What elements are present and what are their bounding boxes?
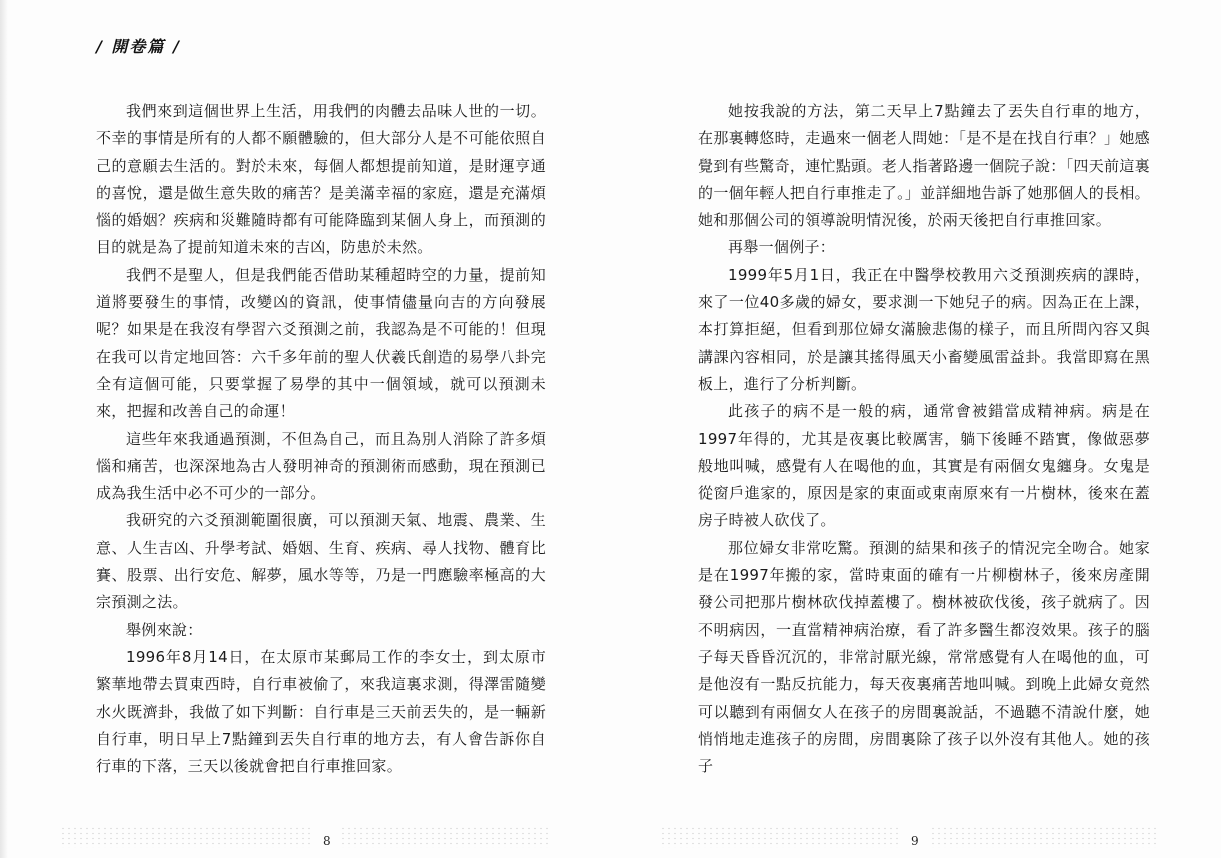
paragraph: 那位婦女非常吃驚。預測的結果和孩子的情況完全吻合。她家是在1997年搬的家，當時東面的確有一片柳樹林子，後來房產開發公司把那片樹林砍伐掉蓋樓了。樹林被砍伐後，孩子就病了。因不明病因，一直當精神病治療，看了許多醫生都沒效果。孩子的腦子每天昏昏沉沉的，非常討厭光線，常常感覺有人在喝他的血，可是他沒有一點反抗能力，每天夜裏痛苦地叫喊。到晚上此婦女竟然可以聽到有兩個女人在孩子的房間裏說話，不過聽不清說什麼，她悄悄地走進孩子的房間，房間裏除了孩子以外沒有其他人。她的孩子 [698,538,1150,776]
paragraph: 我研究的六爻預測範圍很廣，可以預測天氣、地震、農業、生意、人生吉凶、升學考試、婚姻、生育、疾病、尋人找物、體育比賽、股票、出行安危、解夢，風水等等，乃是一門應驗率極高的大宗預測之法。 [96,511,546,612]
paragraph: 我們不是聖人，但是我們能否借助某種超時空的力量，提前知道將要發生的事情，改變凶的資訊，使事情儘量向吉的方向發展呢？如果是在我沒有學習六爻預測之前，我認為是不可能的！但現在我可以肯定地回答：六千多年前的聖人伏羲氏創造的易學八卦完全有這個可能，只要掌握了易學的其中一個領域，就可以預測未來，把握和改善自己的命運！ [96,265,546,421]
paragraph: 舉例來說： [126,620,203,639]
paragraph: 1996年8月14日，在太原市某郵局工作的李女士，到太原市繁華地帶去買東西時，自行車被偷了，來我這裏求測，得澤雷隨變水火既濟卦，我做了如下判斷：自行車是三天前丟失的，是一輛新自行車，明日早上7點鐘到丟失自行車的地方去，有人會告訴你自行車的下落，三天以後就會把自行車推回家。 [96,647,546,776]
paragraph: 我們來到這個世界上生活，用我們的肉體去品味人世的一切。不幸的事情是所有的人都不願體驗的，但大部分人是不可能依照自己的意願去生活的。對於未來，每個人都想提前知道，是財運亨通的喜悅，還是做生意失敗的痛苦？是美滿幸福的家庭，還是充滿煩惱的婚姻？疾病和災難隨時都有可能降臨到某個人身上，而預測的目的就是為了提前知道未來的吉凶，防患於未然。 [96,102,546,257]
chapter-header: / 開卷篇 / [96,37,181,56]
left-page [96,98,546,780]
paragraph: 此孩子的病不是一般的病，通常會被錯當成精神病。病是在1997年得的，尤其是夜裏比較厲害，躺下後睡不踏實，像做惡夢般地叫喊，感覺有人在喝他的血，其實是有兩個女鬼纏身。女鬼是從窗戶進家的，原因是家的東面或東南原來有一片樹林，後來在蓋房子時被人砍伐了。 [698,402,1150,530]
page-number-left: 8 [323,834,331,848]
scan-noise [60,826,310,848]
paragraph: 她按我說的方法，第二天早上7點鐘去了丟失自行車的地方，在那裏轉悠時，走過來一個老人問她：「是不是在找自行車？」她感覺到有些驚奇，連忙點頭。老人指著路邊一個院子說：「四天前這裏的一個年輕人把自行車推走了。」並詳細地告訴了她那個人的長相。她和那個公司的領導說明情況後，於兩天後把自行車推回家。 [698,102,1150,230]
paragraph: 這些年來我通過預測，不但為自己，而且為別人消除了許多煩惱和痛苦，也深深地為古人發明神奇的預測術而感動，現在預測已成為我生活中必不可少的一部分。 [96,429,546,503]
paragraph: 1999年5月1日，我正在中醫學校教用六爻預測疾病的課時，來了一位40多歲的婦女，要求測一下她兒子的病。因為正在上課，本打算拒絕，但看到那位婦女滿臉悲傷的樣子，而且所問內容又與講課內容相同，於是讓其搖得風天小畜變風雷益卦。我當即寫在黑板上，進行了分析判斷。 [698,265,1150,393]
paragraph: 再舉一個例子： [728,238,836,257]
scan-noise [660,826,900,848]
page-number-right: 9 [911,834,919,848]
scan-noise [930,826,1160,848]
scan-noise [340,826,550,848]
right-page [698,98,1150,780]
page-gutter-edge [0,0,8,858]
